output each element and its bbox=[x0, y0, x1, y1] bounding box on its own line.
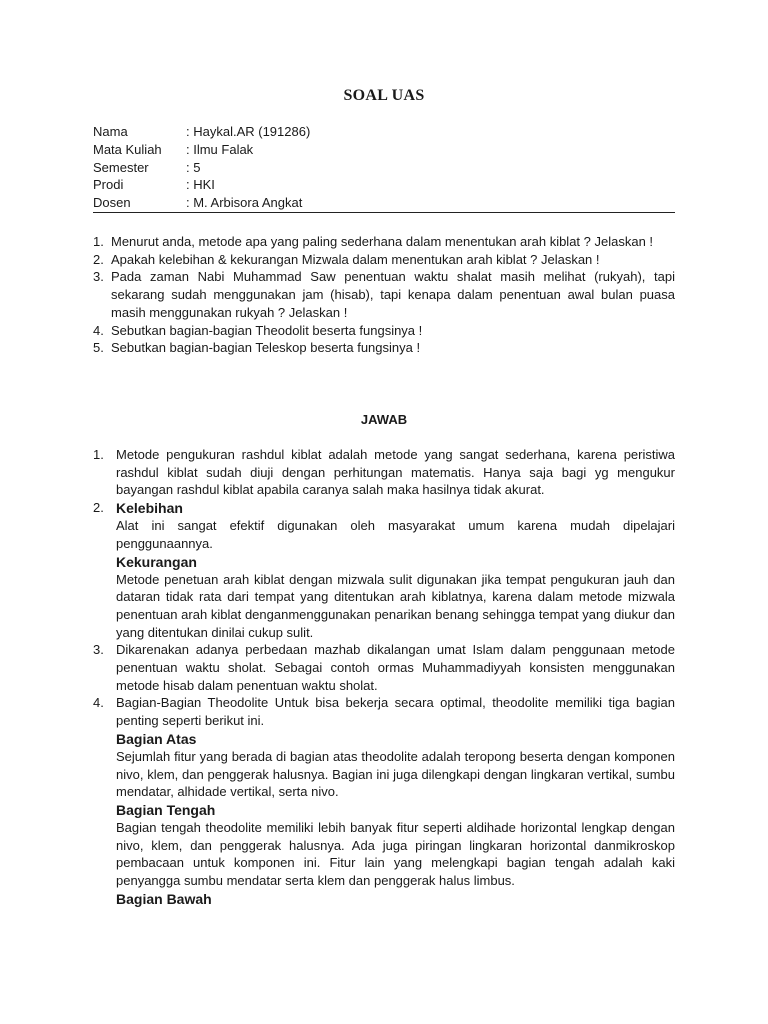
question-text: Menurut anda, metode apa yang paling sederhana dalam menentukan arah kiblat ? Jelaskan ! bbox=[111, 234, 654, 249]
question-item bbox=[93, 233, 675, 251]
answer-number: 3. bbox=[93, 642, 104, 658]
info-value: : 5 bbox=[186, 159, 201, 175]
answer-body bbox=[116, 694, 675, 907]
answer-body bbox=[116, 446, 675, 499]
info-label: Mata Kuliah bbox=[93, 141, 162, 157]
subheading-bagian-atas: Bagian Atas bbox=[116, 730, 197, 747]
question-item bbox=[93, 322, 675, 340]
answer-list bbox=[93, 446, 675, 908]
question-item bbox=[93, 268, 675, 321]
kelebihan-text: Alat ini sangat efektif digunakan oleh masyarakat umum karena mudah dipelajari penggunaannya. bbox=[116, 518, 675, 551]
subheading-bagian-tengah: Bagian Tengah bbox=[116, 801, 216, 818]
info-label: Prodi bbox=[93, 177, 124, 193]
answer-item bbox=[93, 694, 675, 907]
answer-section-title: JAWAB bbox=[360, 412, 408, 427]
answer-number: 1. bbox=[93, 447, 104, 462]
answer-item bbox=[93, 641, 675, 694]
subheading-kelebihan: Kelebihan bbox=[116, 500, 183, 517]
kekurangan-text: Metode penetuan arah kiblat dengan mizwala sulit digunakan jika tempat pengukuran jauh dan dataran tidak rata dari tempat yang ditentukan arah kiblatnya, karena dalam metode mizwala penentuan arah kiblat denganmenggunakan penarikan benang sehingga tempat yang diukur dan yang ditentukan dinilai cukup sulit. bbox=[116, 571, 675, 640]
answer-text: Dikarenakan adanya perbedaan mazhab dikalangan umat Islam dalam penggunaan metode penentuan waktu sholat. Sebagai contoh ormas Muhammadiyyah konsisten menggunakan metode hisab dalam penentuan waktu sholat. bbox=[116, 642, 675, 693]
answer-text: Bagian-Bagian Theodolite Untuk bisa bekerja secara optimal, theodolite memiliki tiga bagian penting seperti berikut ini. bbox=[116, 695, 675, 729]
bagian-atas-text: Sejumlah fitur yang berada di bagian atas theodolite adalah teropong beserta dengan komponen nivo, klem, dan penggerak halusnya. Bagian ini juga dilengkapi dengan lingkaran vertikal, sumbu mendatar, alhidade vertikal, serta nivo. bbox=[116, 748, 675, 800]
info-value: : Haykal.AR (191286) bbox=[186, 124, 311, 139]
subheading-bagian-bawah: Bagian Bawah bbox=[116, 890, 212, 907]
info-row-dosen bbox=[93, 194, 675, 212]
answer-body bbox=[116, 499, 675, 641]
info-row-semester bbox=[93, 159, 675, 177]
answer-body bbox=[116, 641, 675, 694]
info-row-nama bbox=[93, 123, 675, 141]
document-title: SOAL UAS bbox=[343, 87, 425, 104]
question-text: Sebutkan bagian-bagian Theodolit beserta fungsinya ! bbox=[111, 322, 423, 338]
student-info bbox=[93, 123, 675, 212]
question-item bbox=[93, 339, 675, 357]
question-number: 2. bbox=[93, 251, 104, 267]
horizontal-divider bbox=[93, 212, 675, 213]
question-number: 5. bbox=[93, 340, 104, 356]
question-text: Apakah kelebihan & kekurangan Mizwala dalam menentukan arah kiblat ? Jelaskan ! bbox=[111, 251, 600, 267]
info-value: : Ilmu Falak bbox=[186, 141, 254, 157]
subheading-kekurangan: Kekurangan bbox=[116, 553, 197, 570]
info-label: Nama bbox=[93, 124, 128, 139]
info-row-mata-kuliah bbox=[93, 141, 675, 159]
bagian-tengah-text: Bagian tengah theodolite memiliki lebih banyak fitur seperti aldihade horizontal lengkap dengan nivo, klem, dan penggerak halusnya. Ada juga piringan lingkaran horizontal danmikroskop pembacaan untuk komponen ini. Fitur lain yang melengkapi bagian tengah adalah kaki penyangga sumbu mendatar serta klem dan penggerak halus limbus. bbox=[116, 819, 675, 889]
question-list bbox=[93, 233, 675, 357]
question-text: Sebutkan bagian-bagian Teleskop beserta fungsinya ! bbox=[111, 340, 421, 356]
info-value: : HKI bbox=[186, 177, 215, 193]
info-label: Semester bbox=[93, 159, 149, 175]
answer-number: 4. bbox=[93, 695, 104, 711]
answer-item bbox=[93, 446, 675, 499]
question-number: 3. bbox=[93, 269, 104, 285]
question-text: Pada zaman Nabi Muhammad Saw penentuan waktu shalat masih melihat (rukyah), tapi sekarang sudah menggunakan jam (hisab), tapi kenapa dalam penentuan awal bulan puasa masih menggunakan rukyah ? Jelaskan ! bbox=[111, 269, 675, 320]
info-label: Dosen bbox=[93, 195, 131, 211]
info-row-prodi bbox=[93, 176, 675, 194]
question-number: 4. bbox=[93, 322, 104, 338]
answer-number: 2. bbox=[93, 500, 104, 516]
question-number: 1. bbox=[93, 234, 104, 249]
info-value: : M. Arbisora Angkat bbox=[186, 195, 303, 211]
answer-text: Metode pengukuran rashdul kiblat adalah metode yang sangat sederhana, karena peristiwa rashdul kiblat sudah diuji dengan perhitungan matematis. Hanya saja bagi yg mengukur bayangan rashdul kiblat apabila caranya salah maka hasilnya tidak akurat. bbox=[116, 447, 675, 498]
question-item bbox=[93, 251, 675, 269]
answer-item bbox=[93, 499, 675, 641]
